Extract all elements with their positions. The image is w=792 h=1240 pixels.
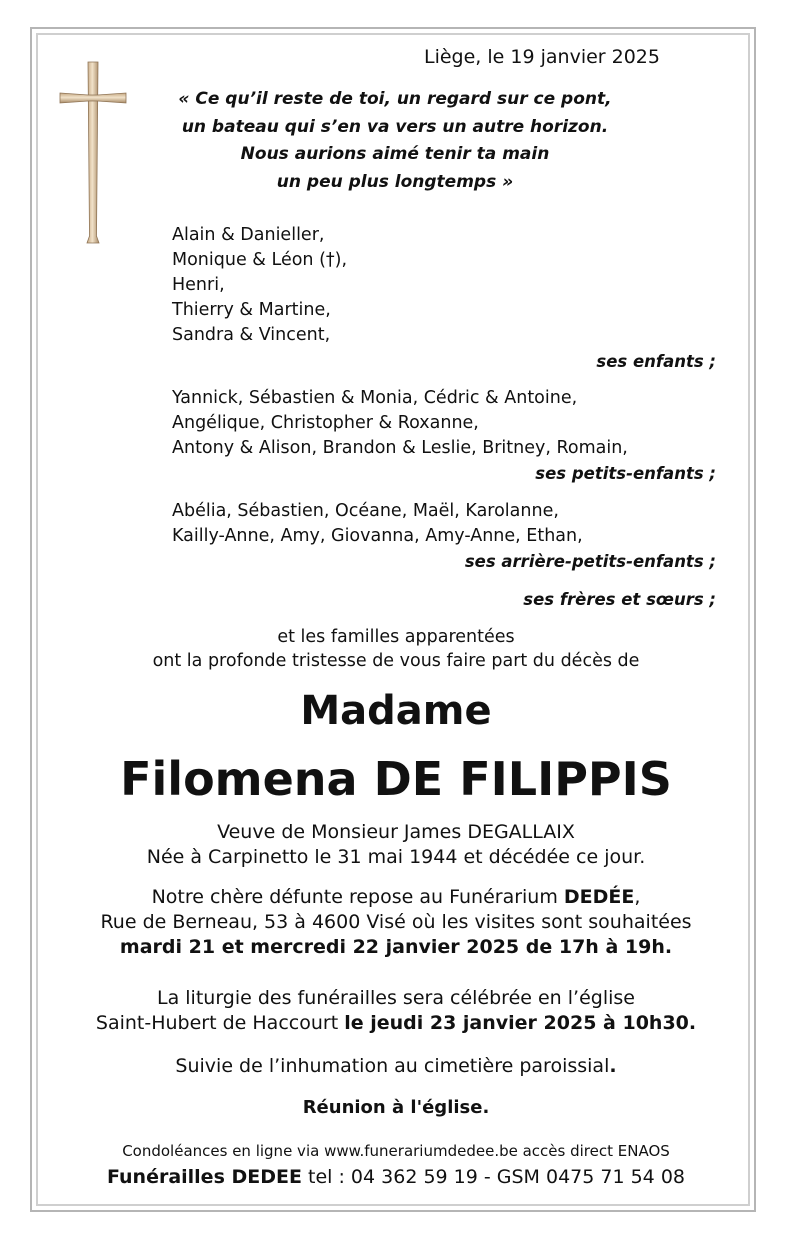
quote-line: un bateau qui s’en va vers un autre horizon. xyxy=(181,116,609,137)
family-name-line: Sandra & Vincent, xyxy=(172,325,331,345)
quote-line: un peu plus longtemps » xyxy=(276,171,514,192)
family-name-line: Henri, xyxy=(172,275,225,295)
family-name-line: Abélia, Sébastien, Océane, Maël, Karolanne, xyxy=(172,501,559,521)
family-name-line: Kailly-Anne, Amy, Giovanna, Amy-Anne, Ethan, xyxy=(172,526,583,546)
company-name: Funérailles DEDEE xyxy=(106,1166,302,1188)
deceased-name: Filomena DE FILIPPIS xyxy=(120,752,672,806)
funeral-home-name: DEDÉE xyxy=(563,886,635,908)
intro-line: ont la profonde tristesse de vous faire part du décès de xyxy=(152,651,640,671)
children-relation: ses enfants ; xyxy=(596,352,716,371)
grandchildren-names xyxy=(172,386,628,461)
quote-line: « Ce qu’il reste de toi, un regard sur ce pont, xyxy=(178,89,612,109)
grandchildren-relation: ses petits-enfants ; xyxy=(535,464,716,483)
great-grandchildren-names xyxy=(172,499,583,549)
family-name-line: Yannick, Sébastien & Monia, Cédric & Antoine, xyxy=(172,388,578,408)
quote-line: Nous aurions aimé tenir ta main xyxy=(240,144,550,164)
family-name-line: Antony & Alison, Brandon & Leslie, Britney, Romain, xyxy=(172,438,628,458)
family-name-line: Monique & Léon (†), xyxy=(172,250,348,270)
condolences-line: Condoléances en ligne via www.funerariumdedee.be accès direct ENAOS xyxy=(122,1142,670,1160)
epitaph-quote xyxy=(140,86,650,196)
family-name-line: Thierry & Martine, xyxy=(172,300,331,320)
church-name: Saint-Hubert de Haccourt xyxy=(95,1012,345,1034)
family-name-line: Alain & Danieller, xyxy=(172,225,325,245)
contact-numbers: tel : 04 362 59 19 - GSM 0475 71 54 08 xyxy=(301,1166,685,1188)
visitation-line-2: Rue de Berneau, 53 à 4600 Visé où les visites sont souhaitées xyxy=(100,911,692,933)
ceremony-datetime: le jeudi 23 janvier 2025 à 10h30. xyxy=(344,1012,697,1034)
birth-line: Née à Carpinetto le 31 mai 1944 et décédée ce jour. xyxy=(146,846,646,868)
children-names xyxy=(172,223,347,348)
visitation-line-1 xyxy=(40,885,752,910)
visitation-text: Notre chère défunte repose au Funérarium xyxy=(151,886,564,908)
burial-info xyxy=(40,1054,752,1079)
meeting-info: Réunion à l'église. xyxy=(302,1097,490,1118)
cross-icon xyxy=(58,60,128,244)
widow-line: Veuve de Monsieur James DEGALLAIX xyxy=(217,821,575,843)
biography xyxy=(40,820,752,870)
deceased-title: Madame xyxy=(300,688,492,734)
date-line: Liège, le 19 janvier 2025 xyxy=(424,46,660,68)
burial-period: . xyxy=(609,1055,617,1077)
burial-text: Suivie de l’inhumation au cimetière paroissial xyxy=(175,1055,610,1077)
intro-line: et les familles apparentées xyxy=(277,627,515,647)
great-grandchildren-relation: ses arrière-petits-enfants ; xyxy=(464,552,716,571)
family-name-line: Angélique, Christopher & Roxanne, xyxy=(172,413,479,433)
liturgy-line-2 xyxy=(40,1011,752,1036)
visitation-info xyxy=(40,885,752,960)
visitation-hours-text: mardi 21 et mercredi 22 janvier 2025 de 17h à 19h. xyxy=(119,936,673,958)
liturgy-line-1: La liturgie des funérailles sera célébrée en l’église xyxy=(157,987,635,1009)
announcement-intro xyxy=(40,625,752,673)
contact-line xyxy=(40,1166,752,1188)
siblings-relation: ses frères et sœurs ; xyxy=(523,590,716,609)
liturgy-info xyxy=(40,986,752,1036)
visitation-comma: , xyxy=(634,886,641,908)
visitation-hours xyxy=(40,935,752,960)
